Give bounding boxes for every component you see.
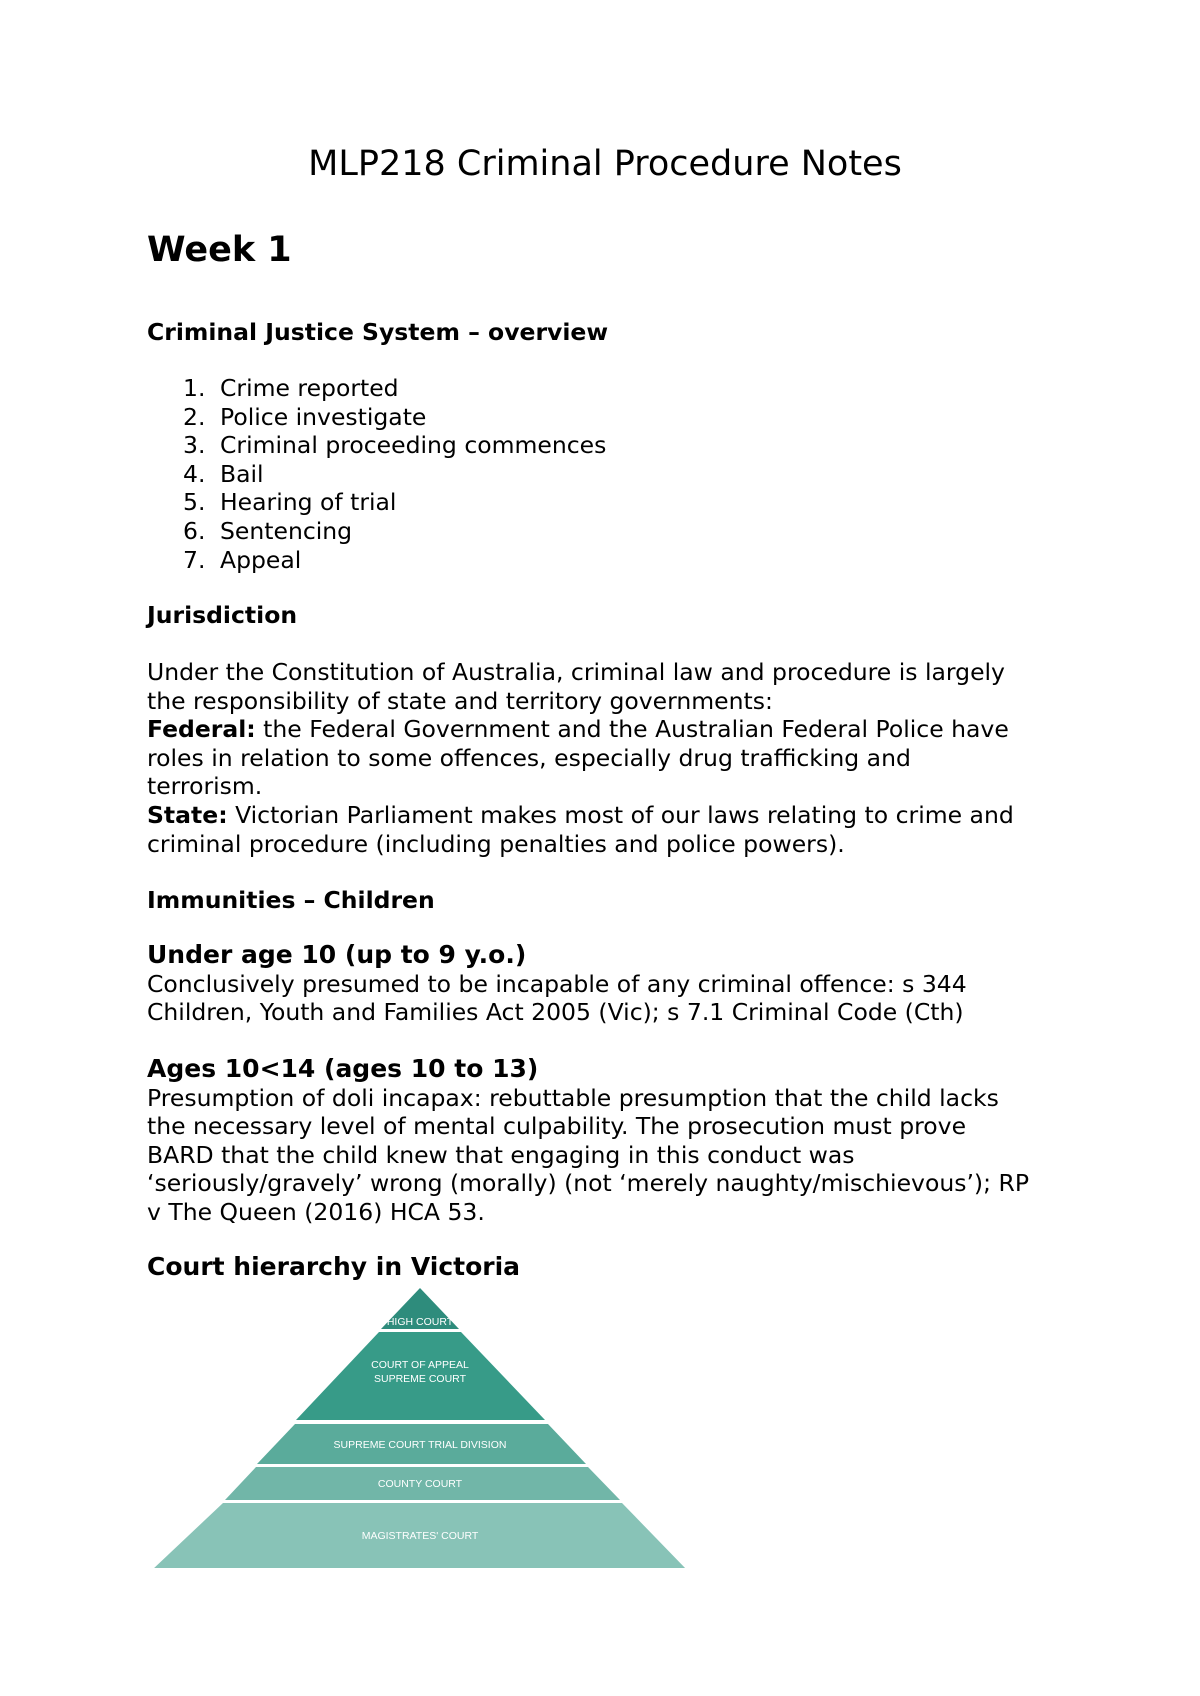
overview-heading: Criminal Justice System – overview xyxy=(147,318,609,346)
list-item: 3. Criminal proceeding commences xyxy=(183,431,607,460)
jurisdiction-heading: Jurisdiction xyxy=(147,601,298,629)
court-heading: Court hierarchy in Victoria xyxy=(147,1252,521,1281)
overview-list xyxy=(147,374,1077,574)
ages10-heading: Ages 10<14 (ages 10 to 13) xyxy=(147,1054,539,1083)
ages10-section: Ages 10<14 (ages 10 to 13) Presumption of doli incapax: rebuttable presumption that the child lacks the necessary level of mental culpability. The prosecution must prove BARD that the child knew that engaging in this conduct was ‘seriously/gravely’ wrong (morally) (not ‘merely naughty/mischievous’); RP v The Queen (2016) HCA 53. xyxy=(147,1055,1077,1227)
list-item: 7. Appeal xyxy=(183,545,302,574)
pyramid-label: HIGH COURT xyxy=(386,1316,454,1328)
immunities-heading: Immunities – Children xyxy=(147,886,435,914)
list-item: 2. Police investigate xyxy=(183,402,427,431)
pyramid-label: SUPREME COURT xyxy=(374,1373,466,1385)
week-heading: Week 1 xyxy=(147,230,292,270)
list-item: 5. Hearing of trial xyxy=(183,488,397,517)
under10-heading: Under age 10 (up to 9 y.o.) xyxy=(147,940,527,969)
court-hierarchy-pyramid xyxy=(150,1278,695,1568)
list-item: 6. Sentencing xyxy=(183,516,353,545)
pyramid-label: SUPREME COURT TRIAL DIVISION xyxy=(333,1439,507,1451)
pyramid-label: MAGISTRATES' COURT xyxy=(361,1530,479,1542)
pyramid-label: COURT OF APPEAL xyxy=(371,1359,469,1371)
state-label: State: xyxy=(147,800,228,829)
overview-list-container xyxy=(147,374,1077,574)
federal-label: Federal: xyxy=(147,715,256,744)
list-item: 4. Bail xyxy=(183,459,264,488)
under10-section: Under age 10 (up to 9 y.o.) Conclusively presumed to be incapable of any criminal offence: s 344 Children, Youth and Families Act 2005 (Vic); s 7.1 Criminal Code (Cth) xyxy=(147,941,1077,1027)
document-title: MLP218 Criminal Procedure Notes xyxy=(308,144,902,184)
list-item: 1. Crime reported xyxy=(183,374,399,402)
pyramid-label: COUNTY COURT xyxy=(377,1478,463,1490)
jurisdiction-body: Under the Constitution of Australia, criminal law and procedure is largely the responsibility of state and territory governments: Federal: the Federal Government and the Australian Federal Police have roles in relation to some offences, especially drug trafficking and terrorism. State: Victorian Parliament makes most of our laws relating to crime and criminal procedure (including penalties and police powers). xyxy=(147,658,1014,858)
